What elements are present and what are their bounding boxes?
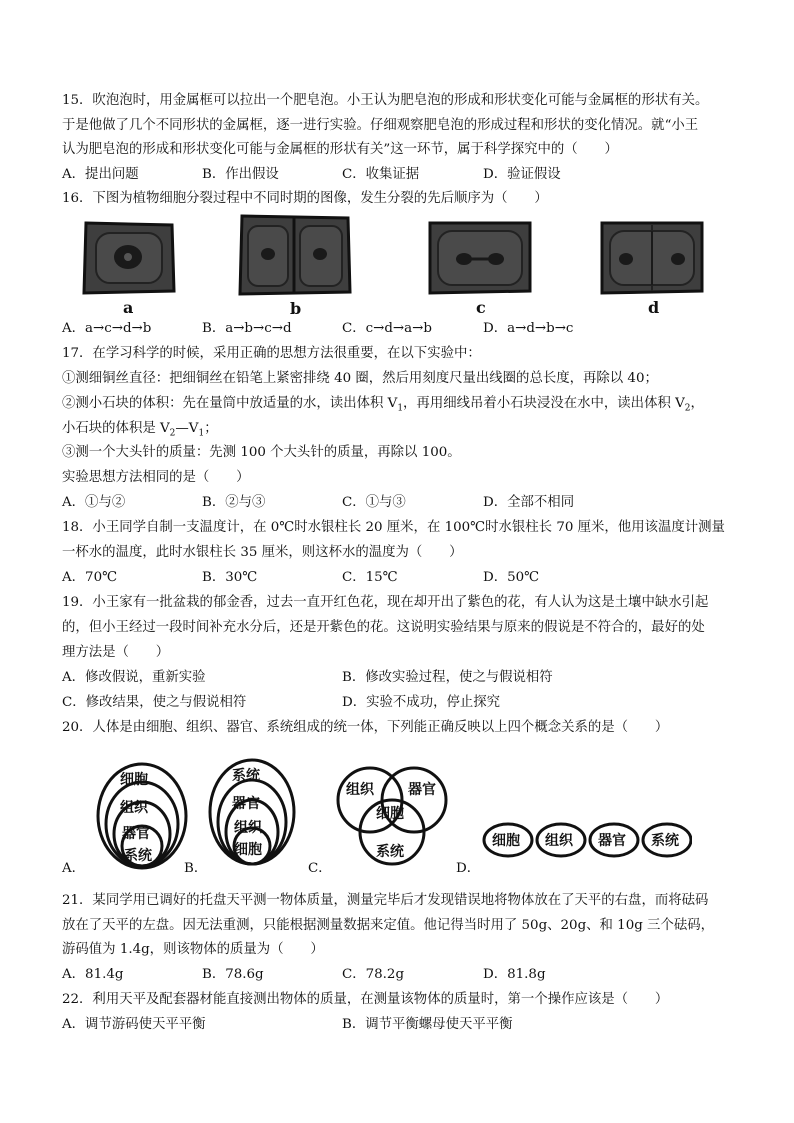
q22-option-b[interactable]: B．调节平衡螺母使天平平衡: [342, 1017, 513, 1032]
venn-a-label-4: 系统: [124, 848, 152, 864]
q15-line2: 于是他做了几个不同形状的金属框，逐一进行实验。仔细观察肥皂泡的形成过程和形状的变化情况。就“小王: [62, 118, 699, 133]
q21-line2: 放在了天平的左盘。因无法重测，只能根据测量数据来定值。他记得当时用了 50g、20g、和 10g 三个砝码，: [62, 918, 715, 933]
q16-option-a[interactable]: A．a→c→d→b: [62, 321, 152, 336]
venn-d-label-2: 组织: [545, 833, 573, 849]
q15-line3: 认为肥皂泡的形成和形状变化可能与金属框的形状有关”这一环节，属于科学探究中的（ ）: [62, 142, 618, 157]
venn-a-label-2: 组织: [120, 800, 148, 816]
venn-d-label-4: 系统: [651, 833, 679, 849]
venn-b-label-1: 系统: [232, 768, 260, 784]
venn-d-label-3: 器官: [598, 833, 626, 849]
q19-line2: 的，但小王经过一段时间补充水分后，还是开紫色的花。这说明实验结果与原来的假说是不符合的，最好的处: [62, 620, 705, 635]
venn-a-label-3: 器官: [122, 826, 150, 842]
q19-option-b[interactable]: B．修改实验过程，使之与假说相符: [342, 670, 553, 685]
q22-line1: 22．利用天平及配套器材能直接测出物体的质量，在测量该物体的质量时，第一个操作应该是（ ）: [62, 992, 669, 1007]
q17-item3: ③测一个大头针的质量：先测 100 个大头针的质量，再除以 100。: [62, 445, 461, 460]
q21-line3: 游码值为 1.4g，则该物体的质量为（ ）: [62, 942, 324, 957]
venn-c-label-2: 器官: [408, 782, 436, 798]
q17-option-a[interactable]: A．①与②: [62, 495, 126, 510]
venn-figure-c: [330, 764, 454, 872]
q17-line1: 17．在学习科学的时候，采用正确的思想方法很重要，在以下实验中：: [62, 346, 481, 361]
q15-option-a[interactable]: A．提出问题: [62, 167, 139, 182]
venn-figure-b: [206, 752, 298, 872]
venn-b-label-3: 组织: [234, 820, 262, 836]
cell-figure-a: [78, 215, 178, 319]
cell-figure-c: [424, 215, 536, 319]
q17-item2: ②测小石块的体积：先在量筒中放适量的水，读出体积 $V_1$，再用细线吊着小石块浸没在水中，读出体积 $V_2$，: [62, 396, 704, 414]
venn-d-label-1: 细胞: [492, 833, 520, 849]
venn-c-label-4: 系统: [376, 844, 404, 860]
q16-option-b[interactable]: B．a→b→c→d: [202, 321, 292, 336]
q21-line1: 21．某同学用已调好的托盘天平测一物体质量，测量完毕后才发现错误地将物体放在了天平的右盘，而将砝码: [62, 893, 709, 908]
q18-option-b[interactable]: B．30℃: [202, 570, 258, 585]
venn-figure-a: [94, 760, 190, 876]
q18-option-d[interactable]: D．50℃: [483, 570, 540, 585]
q20-option-a[interactable]: A．: [62, 861, 86, 876]
q18-option-a[interactable]: A．70℃: [62, 570, 118, 585]
q19-option-d[interactable]: D．实验不成功，停止探究: [342, 695, 501, 710]
q19-line1: 19．小王家有一批盆栽的郁金香，过去一直开红色花，现在却开出了紫色的花，有人认为这是土壤中缺水引起: [62, 595, 709, 610]
q15-option-d[interactable]: D．验证假设: [483, 167, 561, 182]
cell-figure-b: [236, 210, 354, 324]
cell-figure-d: [596, 215, 708, 319]
q21-option-b[interactable]: B．78.6g: [202, 967, 264, 982]
cell-label-b: b: [290, 299, 302, 318]
q18-line1: 18．小王同学自制一支温度计，在 0℃时水银柱长 20 厘米，在 100℃时水银柱长 70 厘米，他用该温度计测量: [62, 520, 725, 535]
q20-line1: 20．人体是由细胞、组织、器官、系统组成的统一体，下列能正确反映以上四个概念关系的是（ ）: [62, 720, 669, 735]
q16-option-c[interactable]: C．c→d→a→b: [342, 321, 432, 336]
venn-a-label-1: 细胞: [120, 772, 148, 788]
q17-option-b[interactable]: B．②与③: [202, 495, 266, 510]
q21-option-d[interactable]: D．81.8g: [483, 967, 546, 982]
q22-option-a[interactable]: A．调节游码使天平平衡: [62, 1017, 206, 1032]
q17-question: 实验思想方法相同的是（ ）: [62, 470, 250, 485]
cell-label-a: a: [123, 298, 134, 315]
venn-b-label-2: 器官: [232, 796, 260, 812]
venn-c-label-3: 细胞: [376, 806, 404, 822]
q15-option-c[interactable]: C．收集证据: [342, 167, 420, 182]
venn-b-label-4: 细胞: [234, 842, 262, 858]
q17-item1: ①测细铜丝直径：把细铜丝在铅笔上紧密排绕 40 圈，然后用刻度尺量出线圈的总长度，再除以 40；: [62, 371, 658, 386]
q21-option-a[interactable]: A．81.4g: [62, 967, 124, 982]
q17-item2-cont: 小石块的体积是 $V_2—V_1$；: [62, 421, 218, 439]
q20-option-b[interactable]: B．: [184, 861, 208, 876]
cell-label-c: c: [476, 298, 486, 315]
q17-option-d[interactable]: D．全部不相同: [483, 495, 575, 510]
q19-option-c[interactable]: C．修改结果，使之与假说相符: [62, 695, 247, 710]
q16-line1: 16．下图为植物细胞分裂过程中不同时期的图像，发生分裂的先后顺序为（ ）: [62, 191, 548, 206]
q17-option-c[interactable]: C．①与③: [342, 495, 406, 510]
q20-option-c[interactable]: C．: [308, 861, 332, 876]
q19-line3: 理方法是（ ）: [62, 645, 170, 660]
q21-option-c[interactable]: C．78.2g: [342, 967, 405, 982]
q15-line1: 15．吹泡泡时，用金属框可以拉出一个肥皂泡。小王认为肥皂泡的形成和形状变化可能与金属框的形状有关。: [62, 93, 709, 108]
venn-c-label-1: 组织: [346, 782, 374, 798]
q18-line2: 一杯水的温度，此时水银柱长 35 厘米，则这杯水的温度为（ ）: [62, 545, 463, 560]
q15-option-b[interactable]: B．作出假设: [202, 167, 279, 182]
q16-option-d[interactable]: D．a→d→b→c: [483, 321, 574, 336]
q19-option-a[interactable]: A．修改假说，重新实验: [62, 670, 206, 685]
cell-label-d: d: [648, 298, 660, 315]
q20-option-d[interactable]: D．: [456, 861, 481, 876]
venn-figure-d: [482, 820, 692, 864]
q18-option-c[interactable]: C．15℃: [342, 570, 398, 585]
